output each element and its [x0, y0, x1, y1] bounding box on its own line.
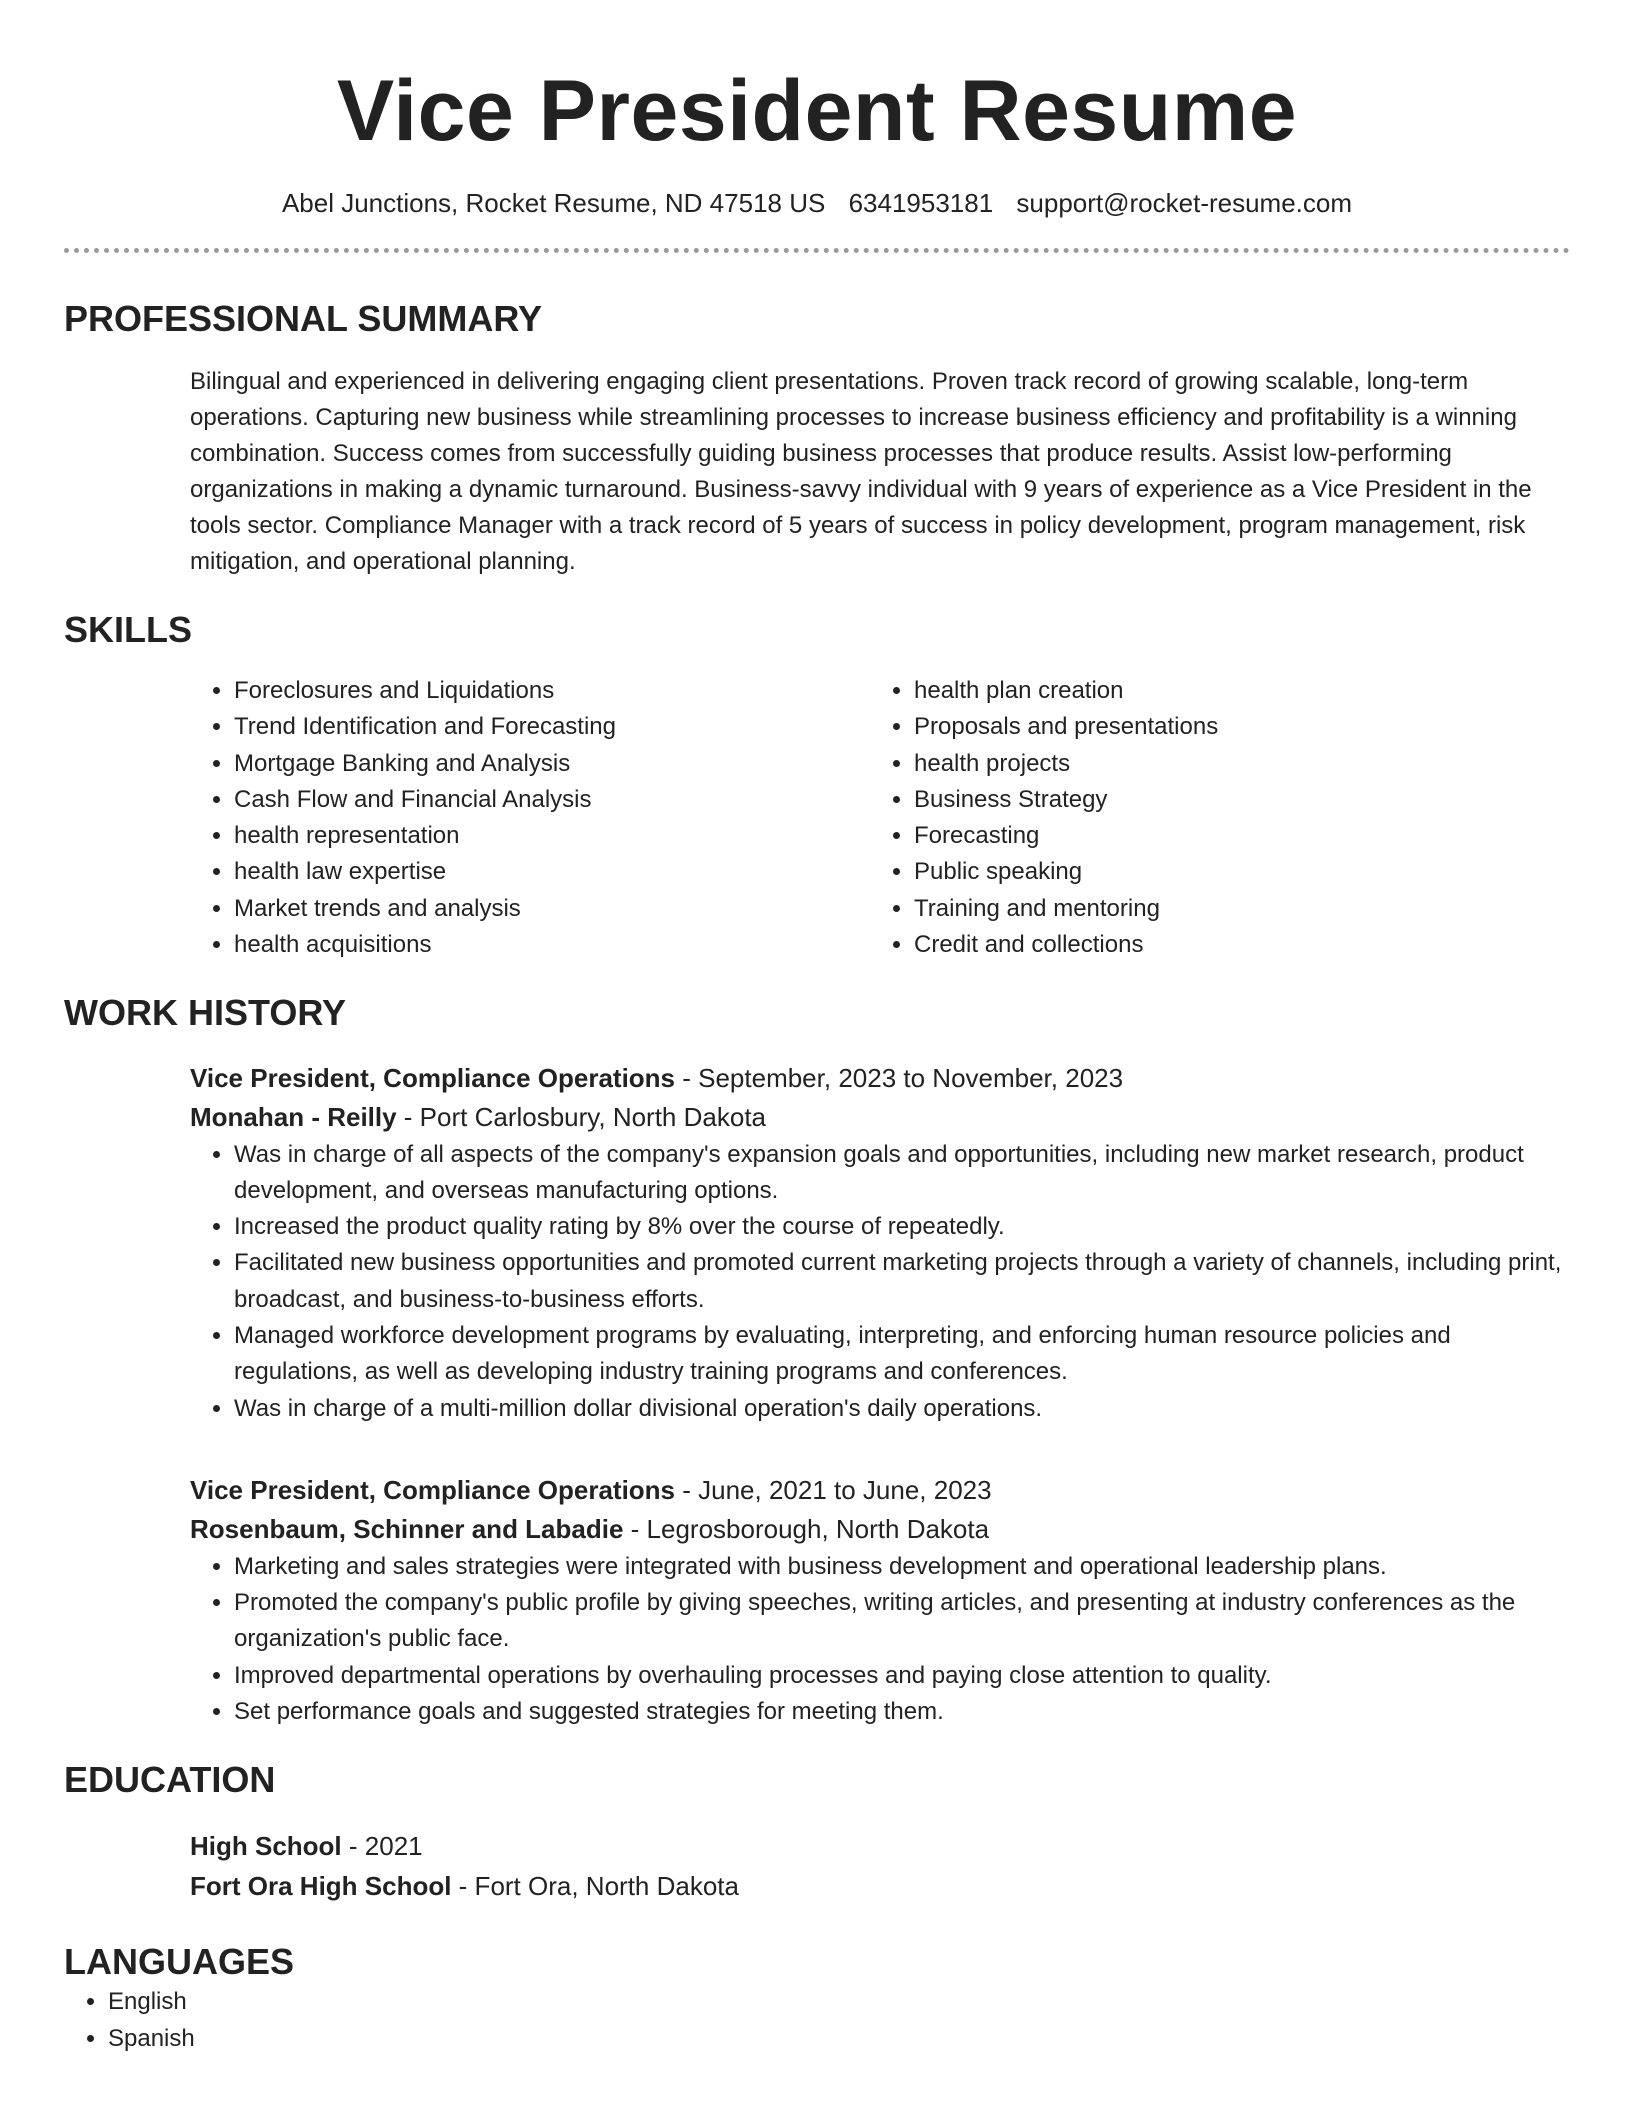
skills-list-right	[870, 673, 1550, 963]
contact-address: Abel Junctions, Rocket Resume, ND 47518 US	[281, 188, 826, 219]
skill-item: • Foreclosures and Liquidations	[234, 673, 870, 709]
job-bullet: • Was in charge of all aspects of the company's expansion goals and opportunities, including new market research, product development, and overseas manufacturing options.	[234, 1137, 1570, 1210]
education-school-line	[190, 1866, 1570, 1906]
job-company-line	[190, 1098, 1570, 1137]
job-company: Monahan - Reilly	[190, 1101, 397, 1132]
job-bullet: • Was in charge of a multi-million dollar divisional operation's daily operations.	[234, 1391, 1570, 1427]
skills-heading: SKILLS	[64, 608, 193, 650]
skill-item: • Cash Flow and Financial Analysis	[234, 782, 870, 818]
language-item: • Spanish	[108, 2020, 1570, 2057]
education-school: Fort Ora High School	[190, 1870, 452, 1901]
job-dates: - June, 2021 to June, 2023	[675, 1474, 992, 1505]
summary-section	[64, 297, 1570, 580]
contact-phone: 6341953181	[848, 188, 994, 219]
job-company-line	[190, 1510, 1570, 1549]
education-heading: EDUCATION	[64, 1759, 276, 1801]
summary-heading: PROFESSIONAL SUMMARY	[64, 297, 543, 339]
contact-email: support@rocket-resume.com	[1016, 188, 1353, 219]
job-location: - Port Carlosbury, North Dakota	[396, 1101, 766, 1132]
languages-list	[64, 1983, 1570, 2057]
education-entry	[190, 1826, 1570, 1906]
education-location: - Fort Ora, North Dakota	[451, 1870, 739, 1901]
job-bullet: • Promoted the company's public profile by giving speeches, writing articles, and presenting at industry conferences as the organization's public face.	[234, 1585, 1570, 1658]
languages-heading: LANGUAGES	[64, 1940, 295, 1982]
job-dates: - September, 2023 to November, 2023	[675, 1062, 1124, 1093]
job-entry	[190, 1059, 1570, 1427]
education-year: - 2021	[341, 1830, 423, 1861]
skill-item: • health acquisitions	[234, 927, 870, 963]
job-title: Vice President, Compliance Operations	[190, 1062, 676, 1093]
skill-item: • health representation	[234, 818, 870, 854]
languages-section	[64, 1940, 1570, 2057]
resume-title: Vice President Resume	[336, 63, 1298, 159]
skill-item: • Business Strategy	[914, 782, 1550, 818]
job-title-line	[190, 1471, 1570, 1510]
job-bullets	[190, 1137, 1570, 1427]
job-bullet: • Improved departmental operations by overhauling processes and paying close attention to quality.	[234, 1658, 1570, 1694]
work-history-section	[64, 991, 1570, 1730]
job-bullet: • Marketing and sales strategies were integrated with business development and operational leadership plans.	[234, 1549, 1570, 1585]
skill-item: • health projects	[914, 746, 1550, 782]
skills-grid	[190, 673, 1570, 963]
skill-item: • Market trends and analysis	[234, 891, 870, 927]
skills-list-left	[190, 673, 870, 963]
summary-text: Bilingual and experienced in delivering engaging client presentations. Proven track record of growing scalable, long-term operations. Capturing new business while streamlining processes to increase business efficiency and profitability is a winning combination. Success comes from successfully guiding business processes that produce results. Assist low-performing organizations in making a dynamic turnaround. Business-savvy individual with 9 years of experience as a Vice President in the tools sector. Compliance Manager with a track record of 5 years of success in policy development, program management, risk mitigation, and operational planning.	[190, 367, 1532, 575]
job-title: Vice President, Compliance Operations	[190, 1474, 676, 1505]
skill-item: • Forecasting	[914, 818, 1550, 854]
skills-section	[64, 608, 1570, 964]
work-history-heading: WORK HISTORY	[64, 992, 347, 1034]
job-entry	[190, 1471, 1570, 1730]
skill-item: • Training and mentoring	[914, 891, 1550, 927]
skill-item: • Proposals and presentations	[914, 709, 1550, 745]
contact-line	[64, 185, 1570, 221]
job-title-line	[190, 1059, 1570, 1098]
language-item: • English	[108, 1983, 1570, 2020]
job-bullet: • Managed workforce development programs by evaluating, interpreting, and enforcing human resource policies and regulations, as well as developing industry training programs and conferences.	[234, 1318, 1570, 1391]
job-bullet: • Facilitated new business opportunities and promoted current marketing projects through a variety of channels, including print, broadcast, and business-to-business efforts.	[234, 1245, 1570, 1318]
education-degree: High School	[190, 1830, 342, 1861]
job-bullets	[190, 1549, 1570, 1730]
skill-item: • Credit and collections	[914, 927, 1550, 963]
resume-page	[64, 0, 1570, 2057]
skill-item: • health plan creation	[914, 673, 1550, 709]
job-location: - Legrosborough, North Dakota	[623, 1513, 990, 1544]
skill-item: • Public speaking	[914, 854, 1550, 890]
education-degree-line	[190, 1826, 1570, 1866]
skill-item: • Mortgage Banking and Analysis	[234, 746, 870, 782]
job-company: Rosenbaum, Schinner and Labadie	[190, 1513, 624, 1544]
header-divider	[64, 248, 1570, 253]
education-section	[64, 1758, 1570, 1905]
skill-item: • health law expertise	[234, 854, 870, 890]
job-bullet: • Increased the product quality rating by 8% over the course of repeatedly.	[234, 1209, 1570, 1245]
skill-item: • Trend Identification and Forecasting	[234, 709, 870, 745]
job-bullet: • Set performance goals and suggested strategies for meeting them.	[234, 1694, 1570, 1730]
